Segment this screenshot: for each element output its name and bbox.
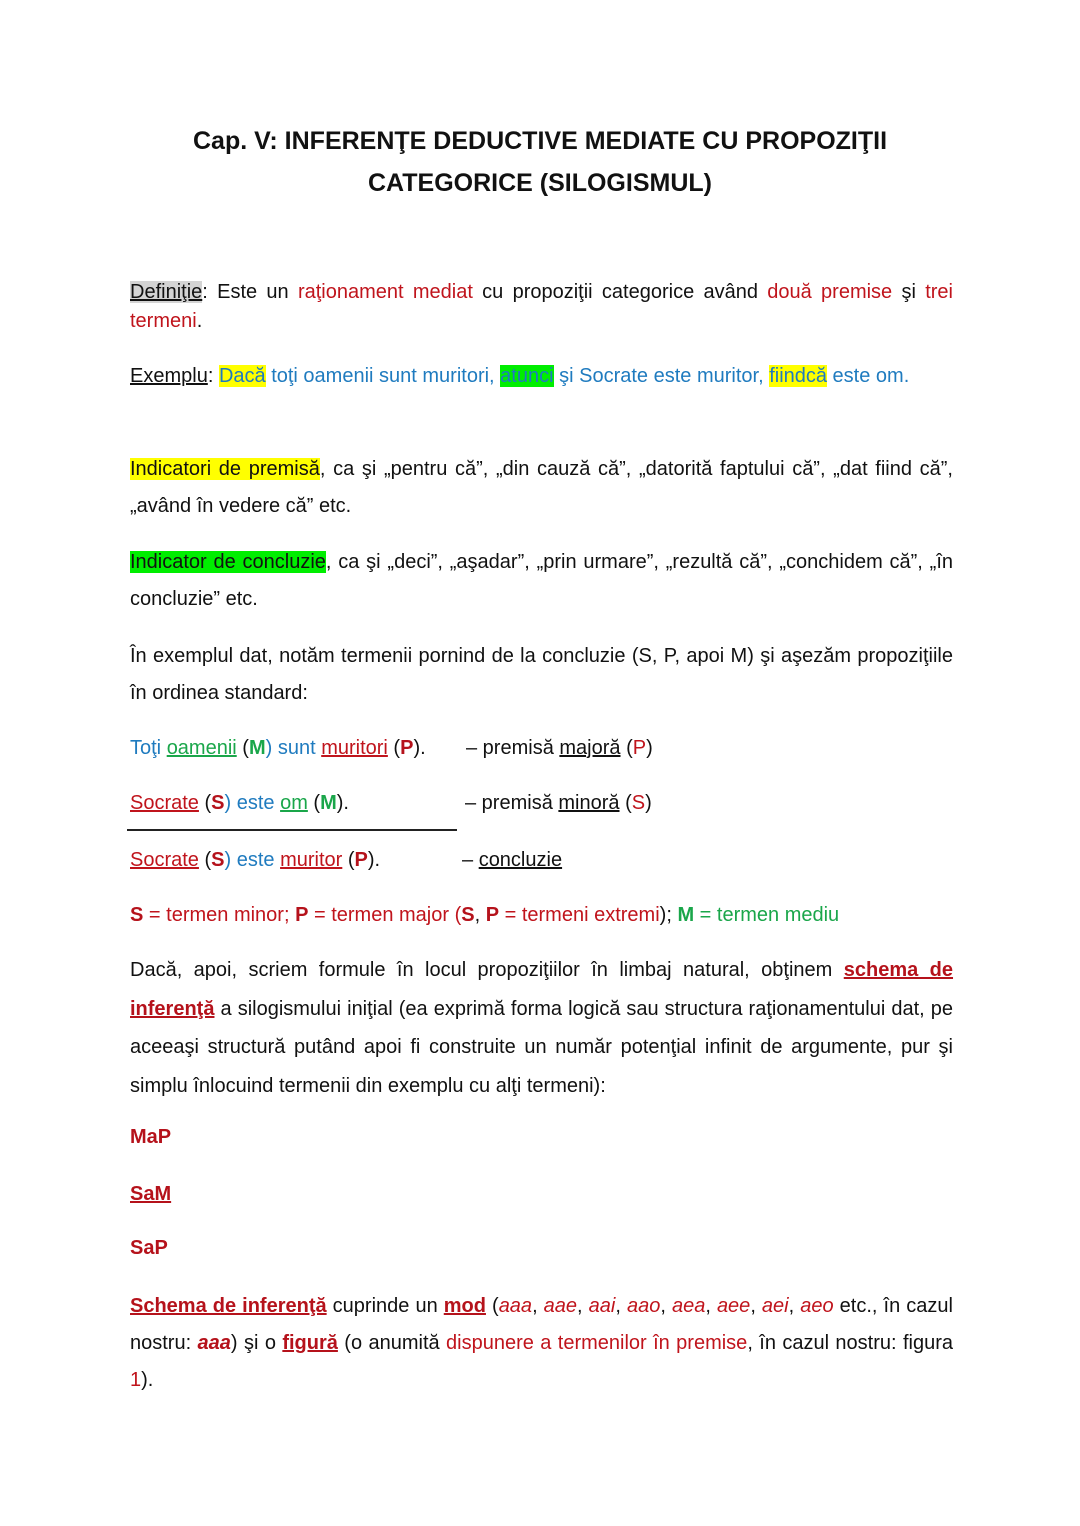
term-oamenii: oamenii — [166, 737, 237, 759]
term-muritor: muritor — [280, 849, 343, 871]
definition-label: Definiţie — [130, 281, 203, 303]
mood: aao — [626, 1295, 661, 1317]
term-om: om — [280, 792, 308, 814]
formula-major: MaP — [130, 1126, 172, 1148]
mood: aea — [671, 1295, 706, 1317]
term-socrate: Socrate — [130, 849, 199, 871]
text: minoră — [558, 792, 620, 814]
letter-p: P — [295, 904, 309, 926]
our-mood: aaa — [197, 1332, 231, 1354]
letter-s: S — [631, 792, 646, 814]
schema-paragraph — [130, 951, 953, 1105]
text: ) — [646, 737, 653, 759]
text: ) şi o — [230, 1332, 283, 1354]
text: Dacă, apoi, scriem formule în locul propoziţiilor în limbaj natural, obţinem — [130, 959, 844, 981]
text: : Este un — [202, 281, 298, 303]
indicator-fiindca: fiindcă — [769, 365, 827, 387]
figure-number: 1 — [130, 1369, 142, 1391]
indicator-atunci: atunci — [500, 365, 554, 387]
text: este om. — [827, 365, 910, 387]
text: = termen mediu — [694, 904, 840, 926]
term-figura: figură — [282, 1332, 338, 1354]
text: etc., în cazul nostru: — [130, 1295, 953, 1354]
text: ). — [336, 792, 349, 814]
text: şi Socrate este muritor, — [553, 365, 770, 387]
indicator-daca: Dacă — [218, 365, 266, 387]
premise-indicators-paragraph — [130, 451, 953, 525]
text: ( — [620, 737, 633, 759]
term-socrate: Socrate — [130, 792, 199, 814]
conclusion — [130, 846, 380, 874]
text: Toţi — [130, 737, 167, 759]
mood: aai — [588, 1295, 616, 1317]
text: ); — [659, 904, 678, 926]
text: , ca şi „deci”, „aşadar”, „prin urmare”, „rezultă că”, „conchidem că”, „în concluzie” etc. — [130, 551, 953, 610]
letter-m: M — [320, 792, 337, 814]
term-schema: Schema de inferenţă — [130, 1295, 327, 1317]
formula-minor: SaM — [130, 1183, 172, 1205]
letter-p: P — [400, 737, 414, 759]
minor-premise-label — [465, 789, 652, 817]
text: , ca şi „pentru că”, „din cauză că”, „datorită faptului că”, „dat fiind că”, „având în vedere că” etc. — [130, 458, 953, 517]
term-three-terms: trei termeni — [130, 281, 954, 332]
text: : — [207, 365, 219, 387]
text: ( — [236, 737, 249, 759]
definition-paragraph — [130, 278, 953, 336]
text: ). — [367, 849, 381, 871]
text: majoră — [559, 737, 621, 759]
letter-s: S — [211, 792, 225, 814]
text: = termen major ( — [308, 904, 462, 926]
term-schema-de-inferenta: schema de inferenţă — [130, 959, 954, 1020]
text: . — [196, 310, 203, 332]
mood: aeo — [800, 1295, 834, 1317]
letter-s: S — [130, 904, 144, 926]
major-premise — [130, 734, 426, 762]
text: cuprinde un — [326, 1295, 444, 1317]
text: ). — [413, 737, 426, 759]
letter-s: S — [211, 849, 225, 871]
major-premise-label — [466, 734, 653, 762]
term-muritori: muritori — [321, 737, 388, 759]
letter-p: P — [632, 737, 647, 759]
text: ( — [307, 792, 321, 814]
letter-p: P — [354, 849, 368, 871]
mood: aae — [543, 1295, 578, 1317]
standard-order-paragraph: În exemplul dat, notăm termenii pornind de la concluzie (S, P, apoi M) şi aşezăm propoziţiile în ordinea standard: — [130, 645, 953, 704]
term-two-premises: două premise — [767, 281, 893, 303]
text: ) este — [224, 849, 281, 871]
text: ) sunt — [265, 737, 322, 759]
term-dispunere: dispunere a termenilor în premise — [446, 1332, 748, 1354]
conclusion-label — [462, 846, 562, 874]
text: cu propoziţii categorice având — [472, 281, 768, 303]
text: ) — [645, 792, 652, 814]
mood: aei — [761, 1295, 789, 1317]
text: concluzie — [478, 849, 563, 871]
text: ( — [198, 849, 212, 871]
final-paragraph: Schema de inferenţă cuprinde un mod (aaa, aae, aai, aao, aea, aee, aei, aeo etc., în cazul nostru: aaa) şi o figură (o anumită dispunere a termenilor în premise, în cazul nostru: figura 1). — [130, 1295, 953, 1391]
letter-m: M — [248, 737, 266, 759]
premise-indicators-label: Indicatori de premisă — [130, 458, 320, 480]
letter-p: P — [485, 904, 500, 926]
example-label: Exemplu — [130, 365, 208, 387]
text: ( — [198, 792, 212, 814]
text: – premisă — [465, 792, 559, 814]
conclusion-indicators-label: Indicator de concluzie — [130, 551, 326, 573]
conclusion-indicators-paragraph — [130, 544, 953, 618]
text: toţi oamenii sunt muritori, — [265, 365, 501, 387]
chapter-title-line1: Cap. V: INFERENŢE DEDUCTIVE MEDIATE CU PROPOZIŢII — [192, 127, 888, 155]
text: ( — [387, 737, 401, 759]
text: ( — [485, 1295, 499, 1317]
mood: aaa — [498, 1295, 533, 1317]
term-mod: mod — [443, 1295, 486, 1317]
text: , în cazul nostru: figura — [747, 1332, 953, 1354]
text: ). — [141, 1369, 154, 1391]
terms-legend — [130, 901, 839, 929]
text: (o anumită — [337, 1332, 447, 1354]
text: = termen minor; — [143, 904, 296, 926]
formula-conclusion: SaP — [130, 1237, 168, 1259]
conclusion-divider — [127, 829, 457, 831]
text: ) este — [224, 792, 281, 814]
example-paragraph — [130, 358, 953, 395]
text: ( — [342, 849, 355, 871]
letter-s: S — [461, 904, 475, 926]
text: = termeni extremi — [499, 904, 660, 926]
text: – premisă — [466, 737, 560, 759]
chapter-title-line2: CATEGORICE (SILOGISMUL) — [368, 169, 712, 197]
text: – — [462, 849, 479, 871]
text: , — [474, 904, 486, 926]
minor-premise — [130, 789, 349, 817]
text: a silogismului iniţial (ea exprimă forma logică sau structura raţionamentului dat, pe aceeaşi structură putând apoi fi construite un număr potenţial infinit de argumente, pur şi simplu înlocuind termenii din exemplu cu alţi termeni): — [130, 997, 953, 1097]
text: şi — [892, 281, 926, 303]
letter-m: M — [677, 904, 695, 926]
text: ( — [619, 792, 632, 814]
mood: aee — [716, 1295, 751, 1317]
term-reasoning: raţionament mediat — [297, 281, 473, 303]
